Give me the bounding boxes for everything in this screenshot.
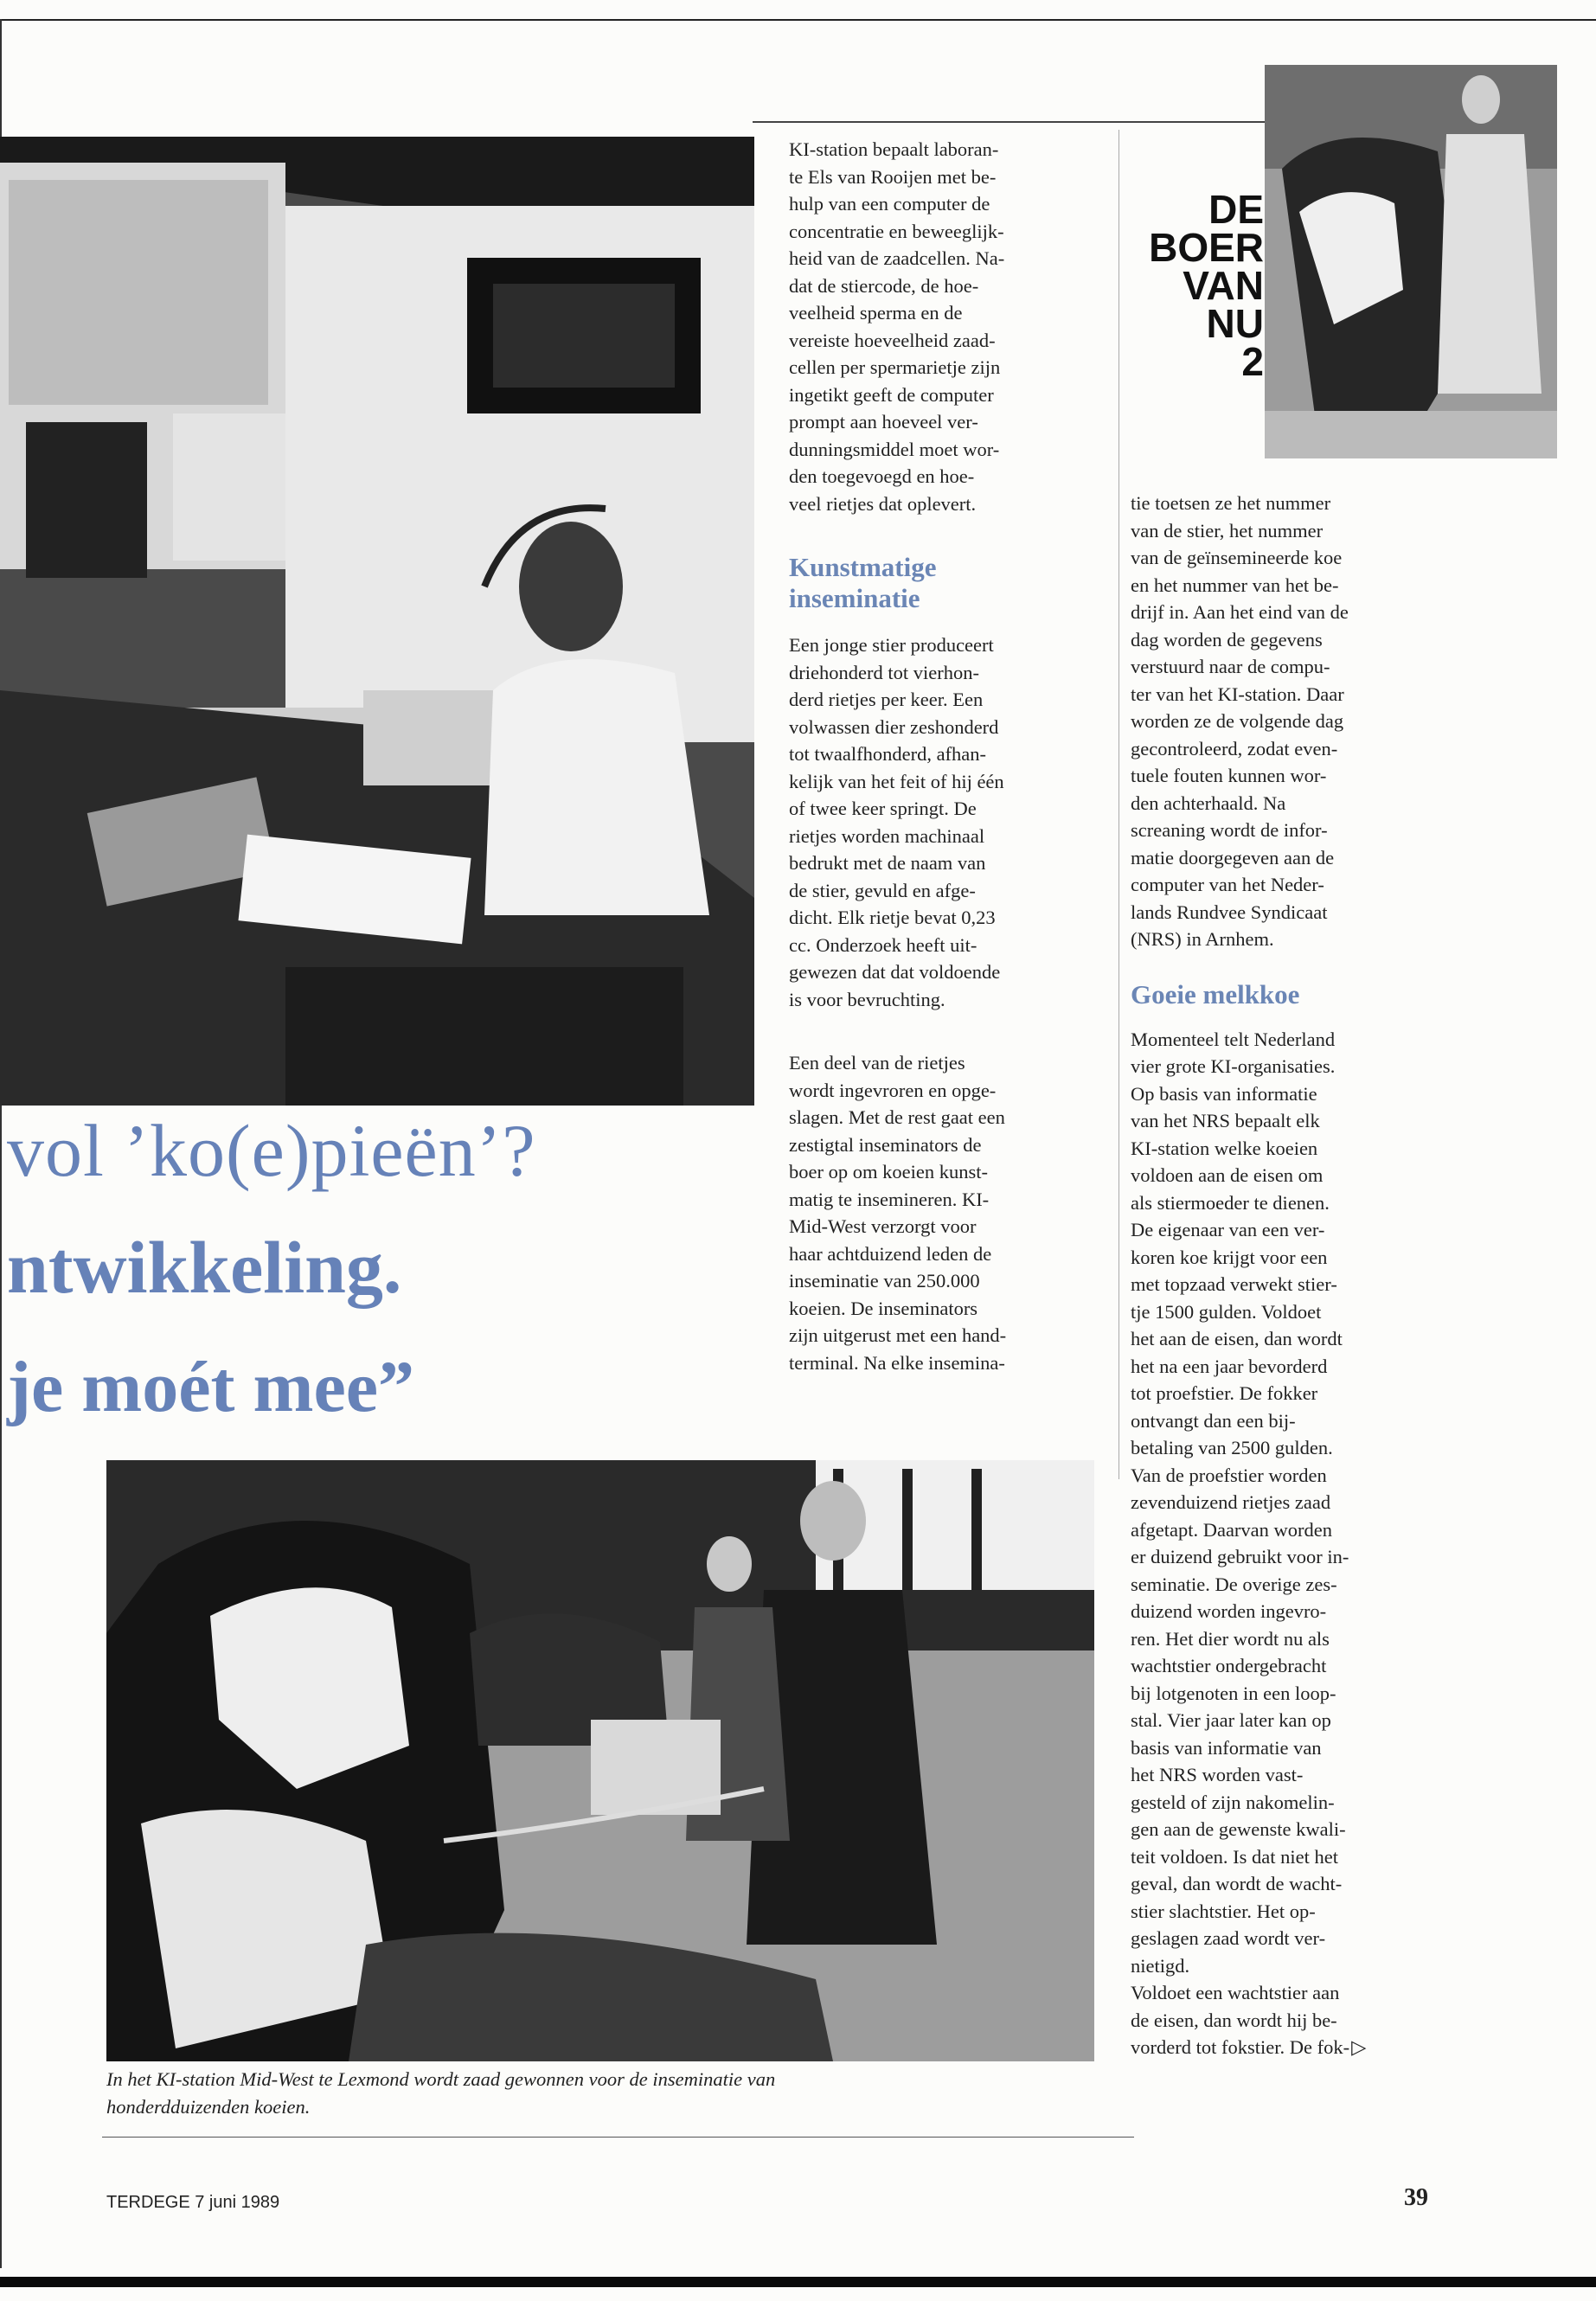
headline-line-1: vol ’ko(e)pieën’? xyxy=(7,1109,536,1192)
article-column-right xyxy=(1131,490,1442,2061)
right-paragraph-3 xyxy=(1131,1979,1442,2061)
logo-line-5: 2 xyxy=(1241,339,1264,384)
bottom-rule xyxy=(0,2277,1596,2287)
subhead-goeie-melkkoe: Goeie melkkoe xyxy=(1131,978,1300,1009)
lab-photo xyxy=(0,137,754,1106)
logo-line-1: DE xyxy=(1208,187,1264,232)
page-number: 39 xyxy=(1404,2184,1428,2211)
logo-line-4: NU xyxy=(1206,301,1264,346)
farmer-cow-photo xyxy=(1265,65,1557,458)
right-paragraph-2: Momenteel telt Nederland vier grote KI-organisaties. Op basis van informatie van het NRS bepaalt elk KI-station welke koeien voldoen aan de eisen om als stiermoeder te dienen. De eigenaar van een ver- koren koe krijgt voor een met topzaad verwekt stier- tje 1500 gulden. Voldoet het aan de eisen, dan wordt het na een jaar bevorderd tot proefstier. De fokker ontvangt dan een bij- betaling van 2500 gulden. Van de proefstier worden zevenduizend rietjes zaad afgetapt. Daarvan worden er duizend gebruikt voor in- seminatie. De overige zes- duizend worden ingevro- ren. Het dier wordt nu als wachtstier ondergebracht bij lotgenoten in een loop- stal. Vier jaar later kan op basis van informatie van het NRS worden vast- gesteld of zijn nakomelin- gen aan de gewenste kwali- teit voldoen. Is dat niet het geval, dan wordt de wacht- stier slachtstier. Het op- geslagen zaad wordt ver- nietigd. xyxy=(1131,1028,1349,1977)
logo-line-3: VAN xyxy=(1183,263,1264,308)
middle-paragraph-1: KI-station bepaalt laboran- te Els van Rooijen met be- hulp van een computer de concentratie en beweeglijk- heid van de zaadcellen. Na- dat de stiercode, de hoe- veelheid sperma en de vereiste hoeveelheid zaad- cellen per spermarietje zijn ingetikt geeft de computer prompt aan hoeveel ver- dunningsmiddel moet wor- den toegevoegd en hoe- veel rietjes dat oplevert. xyxy=(789,138,1005,515)
series-logo xyxy=(1110,104,1264,467)
headline-line-2: ntwikkeling. xyxy=(7,1226,402,1309)
middle-paragraph-3: Een deel van de rietjes wordt ingevroren en opge- slagen. Met de rest gaat een zestigtal inseminators de boer op om koeien kunst- matig te insemineren. KI- Mid-West verzorgt voor haar achtduizend leden de inseminatie van 250.000 koeien. De inseminators zijn uitgerust met een hand- terminal. Na elke insemina- xyxy=(789,1052,1007,1374)
top-rule xyxy=(0,19,1596,21)
cow-handling-photo xyxy=(106,1460,1094,2061)
right-paragraph-3-text: Voldoet een wachtstier aan de eisen, dan wordt hij be- vorderd tot fokstier. De fok- xyxy=(1131,1982,1350,2058)
continue-arrow-icon: ▷ xyxy=(1351,2036,1367,2058)
article-column-middle xyxy=(789,136,1109,1376)
headline-line-3: je moét mee” xyxy=(7,1347,415,1427)
publication-footer: TERDEGE 7 juni 1989 xyxy=(106,2193,280,2212)
middle-paragraph-2: Een jonge stier produceert driehonderd tot vierhon- derd rietjes per keer. Een volwassen dier zeshonderd tot twaalfhonderd, afhan- kelijk van het feit of hij één of twee keer springt. De rietjes worden machinaal bedrukt met de naam van de stier, gevuld en afge- dicht. Elk rietje bevat 0,23 cc. Onderzoek heeft uit- gewezen dat dat voldoende is voor bevruchting. xyxy=(789,634,1004,1010)
caption-rule xyxy=(102,2137,1134,2138)
subhead-kunstmatige-inseminatie: Kunstmatige inseminatie xyxy=(789,552,937,613)
right-paragraph-1: tie toetsen ze het nummer van de stier, het nummer van de geïnsemineerde koe en het nummer van het be- drijf in. Aan het eind van de dag worden de gegevens verstuurd naar de compu- ter van het KI-station. Daar worden ze de volgende dag gecontroleerd, zodat even- tuele fouten kunnen wor- den achterhaald. Na screaning wordt de infor- matie doorgegeven aan de computer van het Neder- lands Rundvee Syndicaat (NRS) in Arnhem. xyxy=(1131,492,1349,950)
photo-caption: In het KI-station Mid-West te Lexmond wordt zaad gewonnen voor de inseminatie van honderdduizenden koeien. xyxy=(106,2068,776,2118)
logo-line-2: BOER xyxy=(1149,225,1264,270)
